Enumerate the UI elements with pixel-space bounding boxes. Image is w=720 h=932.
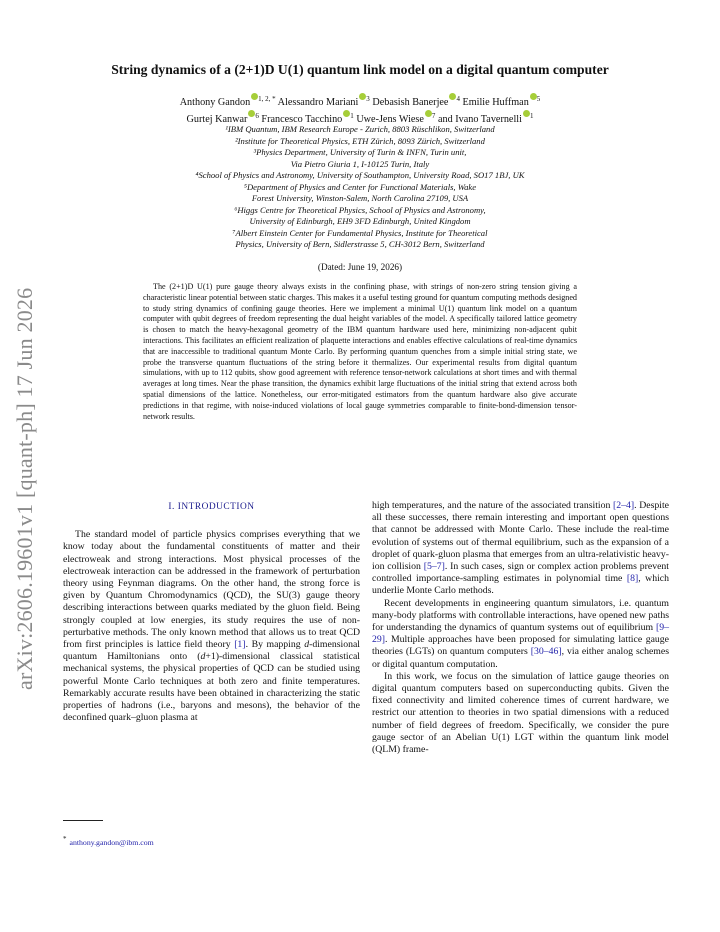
abstract-text: The (2+1)D U(1) pure gauge theory always exists in the confining phase, with strings of non-zero string tension giving a characteristic linear potential between static charges. This makes it a useful testing ground for quantum computing methods designed to study string dynamics of confining gauge theories. Here we implement a minimal U(1) quantum link model on a quantum computer with qubit degrees of freedom representing the dual height variables of the model. A specifically tailored lattice geometry is chosen to match the heavy-hexagonal geometry of the IBM quantum hardware used here, minimizing non-adjacent qubit interactions. This facilitates an efficient realization of plaquette interactions and enables effective calculations of real-time dynamics that are inaccessible to traditional quantum Monte Carlo. By performing quantum quenches from a simple initial string state, we probe the transverse quantum fluctuations of the string before it thermalizes. Our experimental results from digital quantum simulations, with up to 112 qubits, show good agreement with reference tensor-network calculations at short times and with thermal averages at long times. Near the phase transition, the dynamics exhibit large fluctuations of the initial string that extend across both spatial dimensions of the lattice. Nonetheless, our error-mitigated estimators from the quantum hardware also give accurate predictions in that regime, with noise-induced violations of local gauge symmetries comparable to finite-bond-dimension tensor-network results. xyxy=(143,282,577,421)
author-name: Gurtej Kanwar xyxy=(186,114,248,125)
affiliation-line: ²Institute for Theoretical Physics, ETH Zürich, 8093 Zürich, Switzerland xyxy=(235,135,485,146)
affiliation-line: ³Physics Department, University of Turin & INFN, Turin unit, xyxy=(253,147,467,157)
author-name: Emilie Huffman xyxy=(462,97,529,108)
author-name: Ivano Tavernelli xyxy=(455,114,522,125)
affiliation-marker: 7 xyxy=(431,112,436,120)
citation-link[interactable]: [2–4] xyxy=(613,500,635,511)
intro-paragraph-1: The standard model of particle physics comprises everything that we know today about the fundamental constituents of matter and their electroweak and strong interactions. Most physical processes of the electroweak interaction can be addressed in the framework of perturbation theory using Feynman diagrams. On the other hand, the strong force is given by Quantum Chromodynamics (QCD), the SU(3) gauge theory describing interactions between quarks mediated by the gluon field. Being strongly coupled at low energies, its study requires the use of non-perturbative methods. The only known method that allows us to treat QCD from first principles is lattice field theory [1]. By mapping d-dimensional quantum Hamiltonians onto (d+1)-dimensional classical statistical mechanical systems, the physical properties of QCD can be studied using powerful Monte Carlo techniques at both zero and finite temperatures. Remarkably accurate results have been obtained in characterizing the static properties of hadrons (i.e., baryons and mesons), the behavior of the deconfined quark–gluon plasma at xyxy=(63,529,361,724)
affiliation-marker: 1 xyxy=(529,112,534,120)
intro-paragraph-3: In this work, we focus on the simulation of lattice gauge theories on digital quantum computers based on superconducting qubits. Given the fixed connectivity and limited coherence times of current hardware, we restrict our attention to theories in two spatial dimensions with a reduced number of field degrees of freedom. Specifically, we consider the pure gauge sector of an Abelian U(1) LGT within the quantum link model (QLM) frame- xyxy=(372,670,669,756)
affiliation-line: University of Edinburgh, EH9 3FD Edinburgh, United Kingdom xyxy=(249,216,471,226)
intro-paragraph-continued: high temperatures, and the nature of the associated transition [2–4]. Despite all these successes, there remain interesting and important open questions that cannot be addressed with Monte Carlo. These include the real-time evolution of systems out of thermal equilibrium, such as the expansion of a droplet of quark-gluon plasma that emerges from an ultra-relativistic heavy-ion collision [5–7]. In such cases, sign or complex action problems prevent controlled importance-sampling estimates in polynomial time [8], which underlie Monte Carlo methods. xyxy=(372,500,670,597)
arxiv-identifier: arXiv:2606.19601v1 [quant-ph] 17 Jun 2026 xyxy=(12,287,37,690)
affiliation-line: ⁷Albert Einstein Center for Fundamental Physics, Institute for Theoretical xyxy=(232,227,488,238)
affiliation-line: ⁵Department of Physics and Center for Functional Materials, Wake xyxy=(243,181,477,192)
orcid-icon[interactable] xyxy=(523,110,530,117)
affiliation-line: Physics, University of Bern, Sidlerstrasse 5, CH-3012 Bern, Switzerland xyxy=(235,239,485,249)
citation-link[interactable]: [5–7] xyxy=(423,561,445,573)
footnote xyxy=(63,835,154,847)
author-name: Anthony Gandon xyxy=(179,97,251,108)
author-line-2: Gurtej Kanwar $^6$ Francesco Tacchino $^1$ Uwe-Jens Wiese $^7$ and Ivano Tavernelli $^1$ xyxy=(186,112,534,125)
affiliation-marker: 4 xyxy=(456,95,460,103)
author-name: Alessandro Mariani xyxy=(277,97,359,108)
author-list xyxy=(90,93,630,127)
author-name: Francesco Tacchino xyxy=(261,114,343,125)
abstract xyxy=(143,282,577,422)
affiliation-line: ⁴School of Physics and Astronomy, University of Southampton, University Road, SO17 1BJ, UK xyxy=(195,170,525,180)
affiliation-line: Via Pietro Giuria 1, I-10125 Turin, Italy xyxy=(290,158,430,169)
affiliation-line: Forest University, Winston-Salem, North Carolina 27109, USA xyxy=(251,193,469,203)
affiliation-line: ⁶Higgs Centre for Theoretical Physics, School of Physics and Astronomy, xyxy=(234,204,486,215)
author-line-1 xyxy=(90,93,630,110)
left-column xyxy=(63,497,360,724)
affiliation-marker: 1 xyxy=(350,112,354,120)
date-line: (Dated: June 19, 2026) xyxy=(317,262,403,272)
section-heading: I. INTRODUCTION xyxy=(168,502,255,512)
affiliation-marker: 6 xyxy=(255,112,259,120)
affiliation-marker: 5 xyxy=(536,95,541,103)
author-name: Uwe-Jens Wiese xyxy=(356,114,424,125)
affiliation-marker: 1, 2, * xyxy=(258,95,276,103)
right-column xyxy=(372,500,669,756)
footnote-rule xyxy=(63,820,103,821)
affiliation-marker: 3 xyxy=(366,95,370,103)
author-name: Debasish Banerjee xyxy=(372,97,449,108)
citation-link[interactable]: [1] xyxy=(234,639,246,651)
affiliations xyxy=(60,124,660,251)
orcid-icon[interactable] xyxy=(425,110,432,117)
citation-link[interactable]: [30–46] xyxy=(530,646,562,658)
citation-link[interactable]: [8] xyxy=(626,573,639,585)
orcid-icon[interactable] xyxy=(530,93,537,100)
email-link[interactable]: anthony.gandon@ibm.com xyxy=(69,838,154,847)
intro-paragraph-2: Recent developments in engineering quantum simulators, i.e. quantum many-body platforms with controllable interactions, have opened new paths for understanding the dynamics of quantum systems out of equilibrium [9–29]. Multiple approaches have been proposed for simulating lattice gauge theories (LGTs) on quantum computers [30–46], via either analog schemes or digital quantum computation. xyxy=(372,597,669,670)
affiliation-line: ¹IBM Quantum, IBM Research Europe - Zurich, 8803 Rüschlikon, Switzerland xyxy=(225,124,495,134)
paper-title: String dynamics of a (2+1)D U(1) quantum link model on a digital quantum computer xyxy=(111,62,609,77)
footnote-mark: * xyxy=(63,835,67,843)
citation-link[interactable]: [9–29] xyxy=(372,622,669,646)
